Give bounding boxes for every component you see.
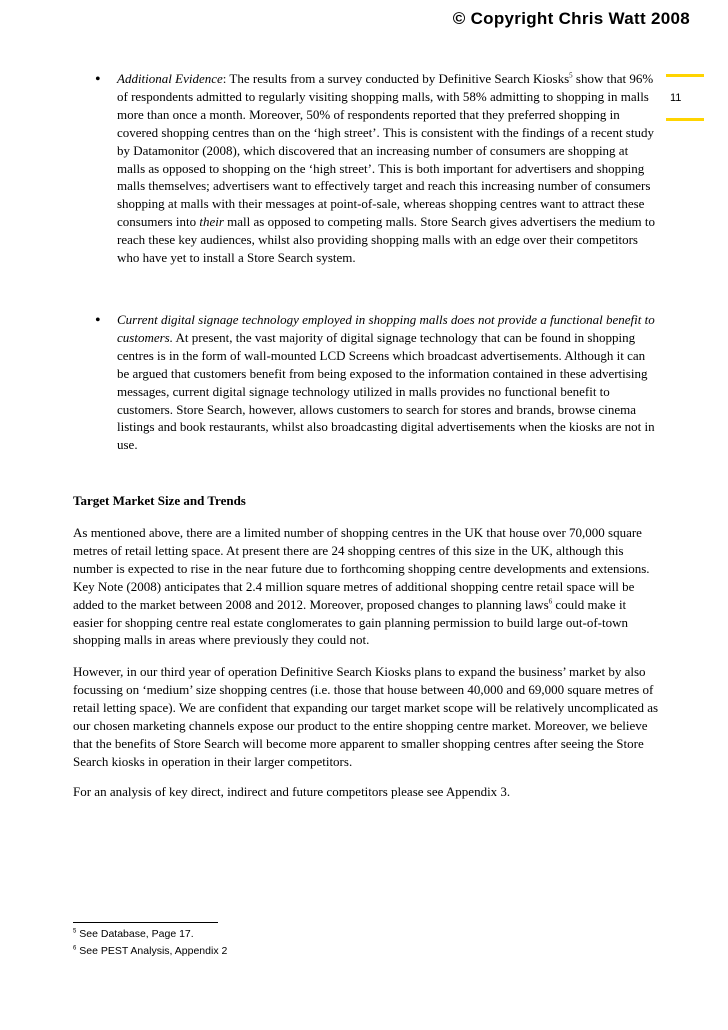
- bullet-icon: •: [95, 71, 101, 88]
- bullet-icon: •: [95, 312, 101, 329]
- paragraph-text-b: could make it easier for shopping centre real estate conglomerates to gain planning permission to build large out-of-town shopping malls in areas where previously they could not.: [73, 596, 628, 648]
- footnote-text: See Database, Page 17.: [76, 928, 194, 940]
- bullet-text-b: show that 96% of respondents admitted to regularly visiting shopping malls, with 58% admitting to shopping in malls more than once a month. Moreover, 50% of respondents reported that they preferred shopping in covered shopping centres than on the ‘high street’. This is consistent with the findings of a recent study by Datamonitor (2008), which discovered that an increasing number of consumers are shopping at malls as opposed to shopping on the ‘high street’. This is both important for advertisers and shopping malls themselves; advertisers want to effectively target and reach this increasing number of consumers shopping at malls with their messages at point-of-sale, whereas shopping centres want to attract these consumers into: [117, 71, 654, 230]
- bullet-lead: Additional Evidence: [117, 71, 223, 86]
- bullet-emphasis: their: [199, 214, 224, 230]
- paragraph-text-a: As mentioned above, there are a limited number of shopping centres in the UK that house over 70,000 square metres of retail letting space. At present there are 24 shopping centres of this size in the UK, although this number is expected to rise in the near future due to forthcoming shopping centre developments and extensions. Key Note (2008) anticipates that 2.4 million square metres of additional shopping centre retail space will be added to the market between 2008 and 2012. Moreover, proposed changes to planning laws: [73, 525, 650, 612]
- bullet-additional-evidence: [95, 70, 659, 267]
- page-number-rule-bottom: [666, 118, 704, 121]
- section-heading: Target Market Size and Trends: [73, 493, 246, 508]
- bullet-text-c: mall as opposed to competing malls. Store Search gives advertisers the medium to reach these key audiences, whilst also providing shopping malls with an edge over their competitors who have yet to install a Store Search system.: [117, 214, 655, 266]
- page-number-rule-top: [666, 74, 704, 77]
- footnote-ref-6: 6: [548, 597, 553, 606]
- footnote-item: [73, 926, 227, 943]
- bullet-sep: :: [222, 71, 230, 86]
- footnote-number: 5: [73, 928, 77, 935]
- bullet-lead: Current digital signage technology employed in shopping malls does not provide a functional benefit to customers.: [117, 312, 655, 345]
- bullet-text: At present, the vast majority of digital signage technology that can be found in shopping centres is in the form of wall-mounted LCD Screens which broadcast advertisements. Although it can be argued that customers benefit from being exposed to the information contained in these advertising messages, current digital signage technology utilized in malls provides no functional benefit to customers. Store Search, however, allows customers to search for stores and brands, browse cinema listings and book restaurants, whilst also broadcasting digital advertisements when the kiosks are not in use.: [117, 329, 655, 453]
- page-number-marker: [666, 74, 704, 104]
- paragraph-competitors: For an analysis of key direct, indirect and future competitors please see Appendix 3.: [73, 784, 511, 799]
- footnote-divider: [73, 922, 218, 923]
- copyright-header: © Copyright Chris Watt 2008: [452, 9, 690, 28]
- footnote-text: See PEST Analysis, Appendix 2: [76, 945, 228, 957]
- footnote-ref-5: 5: [569, 71, 573, 80]
- page-number: 11: [670, 92, 682, 104]
- bullet-text-a: The results from a survey conducted by Definitive Search Kiosks: [229, 71, 570, 86]
- footnote-number: 6: [73, 945, 77, 952]
- bullet-digital-signage: [95, 311, 659, 454]
- paragraph-expansion: However, in our third year of operation Definitive Search Kiosks plans to expand the business’ market by also focussing on ‘medium’ size shopping centres (i.e. those that house between 40,000 and 69,000 square metres of retail letting space). We are confident that expanding our target market scope will be relatively uncomplicated as our chosen marketing channels expose our product to the entire shopping centre market. Moreover, we believe that the benefits of Store Search will become more apparent to smaller shopping centres after seeing the Store Search kiosks in operation in their larger competitors.: [73, 664, 659, 769]
- paragraph-market-size: [73, 524, 659, 649]
- footnote-item: [73, 943, 227, 960]
- footnotes: [73, 926, 227, 960]
